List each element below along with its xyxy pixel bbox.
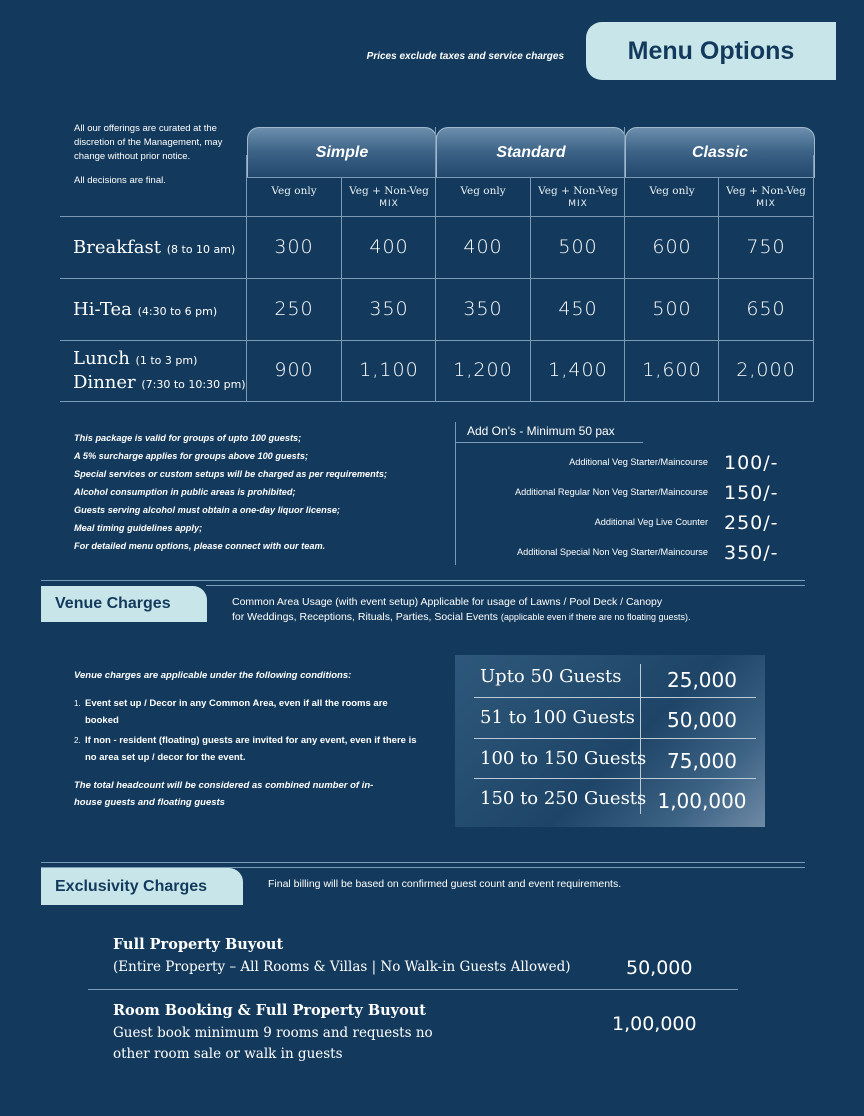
intro-text xyxy=(74,122,234,198)
condition-number: 2. xyxy=(74,736,81,745)
condition-text: If non - resident (floating) guests are invited for any event, even if there is no area set up / decor for the event. xyxy=(85,735,417,763)
price-cell: 1,600 xyxy=(642,359,702,381)
table-divider xyxy=(813,155,814,401)
subcol-simple-veg xyxy=(247,178,341,216)
venue-tier-price: 75,000 xyxy=(667,749,737,773)
meal-time: (8 to 10 am) xyxy=(166,243,236,256)
subcol-mix-label: Veg + Non-Veg xyxy=(349,185,429,197)
price-cell: 450 xyxy=(558,298,598,320)
price-cell: 400 xyxy=(369,236,409,258)
exclusivity-charges-tab: Exclusivity Charges xyxy=(41,868,243,905)
venue-condition-2 xyxy=(74,732,424,766)
subcol-mix-tag: MIX xyxy=(379,199,399,209)
meal-name: Hi-Tea xyxy=(73,299,132,320)
addon-price: 250/- xyxy=(724,512,779,534)
package-simple-header: Simple xyxy=(247,127,437,178)
subcol-veg-label: Veg only xyxy=(271,185,317,197)
note-line: Guests serving alcohol must obtain a one-day liquor license; xyxy=(74,505,340,515)
subcol-standard-veg xyxy=(436,178,530,216)
price-cell: 400 xyxy=(463,236,503,258)
meal-name: Lunch xyxy=(73,348,130,369)
subcol-mix-tag: MIX xyxy=(756,199,776,209)
intro-line-1: All our offerings are curated at the discretion of the Management, may change without prior notice. xyxy=(74,123,223,162)
subcol-veg-label: Veg only xyxy=(649,185,695,197)
condition-number: 1. xyxy=(74,699,81,708)
price-cell: 1,400 xyxy=(548,359,608,381)
venue-tier-divider xyxy=(474,697,756,698)
table-divider xyxy=(60,216,814,217)
subcol-simple-mix xyxy=(342,178,436,216)
page-title: Menu Options xyxy=(586,22,836,80)
meal-time: (1 to 3 pm) xyxy=(135,354,198,367)
note-line: For detailed menu options, please connect with our team. xyxy=(74,541,326,551)
addon-price: 350/- xyxy=(724,542,779,564)
venue-note-main: for Weddings, Receptions, Rituals, Parties, Social Events xyxy=(232,611,498,623)
note-line: This package is valid for groups of upto 100 guests; xyxy=(74,433,302,443)
venue-charges-tab: Venue Charges xyxy=(41,586,207,622)
addon-label: Additional Veg Live Counter xyxy=(594,517,708,527)
table-divider xyxy=(60,401,814,402)
meal-name: Breakfast xyxy=(73,237,161,258)
venue-tier-divider xyxy=(474,738,756,739)
price-cell: 1,200 xyxy=(453,359,513,381)
condition-text: Event set up / Decor in any Common Area, even if all the rooms are booked xyxy=(85,698,388,726)
venue-tier-price: 1,00,000 xyxy=(657,789,747,813)
note-line: Meal timing guidelines apply; xyxy=(74,523,203,533)
package-classic-header: Classic xyxy=(625,127,815,178)
meal-time: (4:30 to 6 pm) xyxy=(137,305,218,318)
exclusivity-item-sub: (Entire Property – All Rooms & Villas | No Walk-in Guests Allowed) xyxy=(113,959,571,975)
exclusivity-item-sub: other room sale or walk in guests xyxy=(113,1046,343,1062)
section-divider xyxy=(41,862,805,863)
price-note: Prices exclude taxes and service charges xyxy=(366,51,564,62)
addon-price: 150/- xyxy=(724,482,779,504)
addon-title-underline xyxy=(455,442,643,443)
meal-hitea-label xyxy=(73,299,217,320)
exclusivity-note: Final billing will be based on confirmed guest count and event requirements. xyxy=(268,878,622,890)
meal-breakfast-label xyxy=(73,237,235,258)
price-cell: 300 xyxy=(274,236,314,258)
venue-tier-price: 25,000 xyxy=(667,668,737,692)
note-line: Alcohol consumption in public areas is prohibited; xyxy=(74,487,296,497)
meal-lunch-dinner-label xyxy=(73,348,246,396)
meal-time: (7:30 to 10:30 pm) xyxy=(141,378,246,391)
exclusivity-item-price: 50,000 xyxy=(626,957,693,979)
section-divider xyxy=(206,585,805,586)
table-divider xyxy=(60,278,814,279)
meal-name: Dinner xyxy=(73,372,136,393)
package-standard-header: Standard xyxy=(436,127,626,178)
subcol-veg-label: Veg only xyxy=(460,185,506,197)
venue-tier-label: 150 to 250 Guests xyxy=(480,788,647,809)
venue-conditions-title: Venue charges are applicable under the following conditions: xyxy=(74,670,352,681)
addon-price: 100/- xyxy=(724,452,779,474)
venue-tier-label: 100 to 150 Guests xyxy=(480,748,647,769)
exclusivity-item-price: 1,00,000 xyxy=(612,1013,697,1035)
price-cell: 500 xyxy=(652,298,692,320)
price-cell: 250 xyxy=(274,298,314,320)
venue-note xyxy=(232,595,690,625)
note-line: A 5% surcharge applies for groups above 100 guests; xyxy=(74,451,309,461)
venue-tier-label: Upto 50 Guests xyxy=(480,666,622,687)
headcount-note: The total headcount will be considered as combined number of in-house guests and floating guests xyxy=(74,780,374,808)
price-cell: 500 xyxy=(558,236,598,258)
price-cell: 750 xyxy=(746,236,786,258)
venue-tier-label: 51 to 100 Guests xyxy=(480,707,635,728)
addon-label: Additional Veg Starter/Maincourse xyxy=(569,457,708,467)
exclusivity-item-title: Room Booking & Full Property Buyout xyxy=(113,1002,426,1019)
addon-title: Add On's - Minimum 50 pax xyxy=(467,424,615,438)
subcol-classic-veg xyxy=(625,178,719,216)
venue-condition-1 xyxy=(74,695,424,729)
price-cell: 900 xyxy=(274,359,314,381)
subcol-mix-label: Veg + Non-Veg xyxy=(726,185,806,197)
price-cell: 2,000 xyxy=(736,359,796,381)
intro-line-2: All decisions are final. xyxy=(74,175,166,186)
venue-note-line2 xyxy=(232,610,690,625)
subcol-mix-tag: MIX xyxy=(568,199,588,209)
exclusivity-item-sub: Guest book minimum 9 rooms and requests no xyxy=(113,1025,433,1041)
price-cell: 600 xyxy=(652,236,692,258)
venue-tier-price: 50,000 xyxy=(667,708,737,732)
exclusivity-divider xyxy=(88,989,738,990)
package-notes xyxy=(74,429,387,555)
subcol-standard-mix xyxy=(531,178,625,216)
addon-label: Additional Special Non Veg Starter/Maincourse xyxy=(516,547,708,557)
price-cell: 1,100 xyxy=(359,359,419,381)
venue-note-small: (applicable even if there are no floating guests). xyxy=(500,612,691,622)
subcol-classic-mix xyxy=(719,178,813,216)
section-divider xyxy=(41,580,805,581)
table-divider xyxy=(60,340,814,341)
exclusivity-item-title: Full Property Buyout xyxy=(113,936,284,953)
subcol-mix-label: Veg + Non-Veg xyxy=(538,185,618,197)
price-cell: 350 xyxy=(369,298,409,320)
note-line: Special services or custom setups will be charged as per requirements; xyxy=(74,469,388,479)
price-cell: 650 xyxy=(746,298,786,320)
venue-conditions xyxy=(74,667,424,811)
price-cell: 350 xyxy=(463,298,503,320)
venue-tier-divider xyxy=(474,778,756,779)
addon-label: Additional Regular Non Veg Starter/Maincourse xyxy=(514,487,708,497)
venue-note-line1: Common Area Usage (with event setup) Applicable for usage of Lawns / Pool Deck / Canopy xyxy=(232,596,663,608)
addon-divider xyxy=(455,422,456,565)
